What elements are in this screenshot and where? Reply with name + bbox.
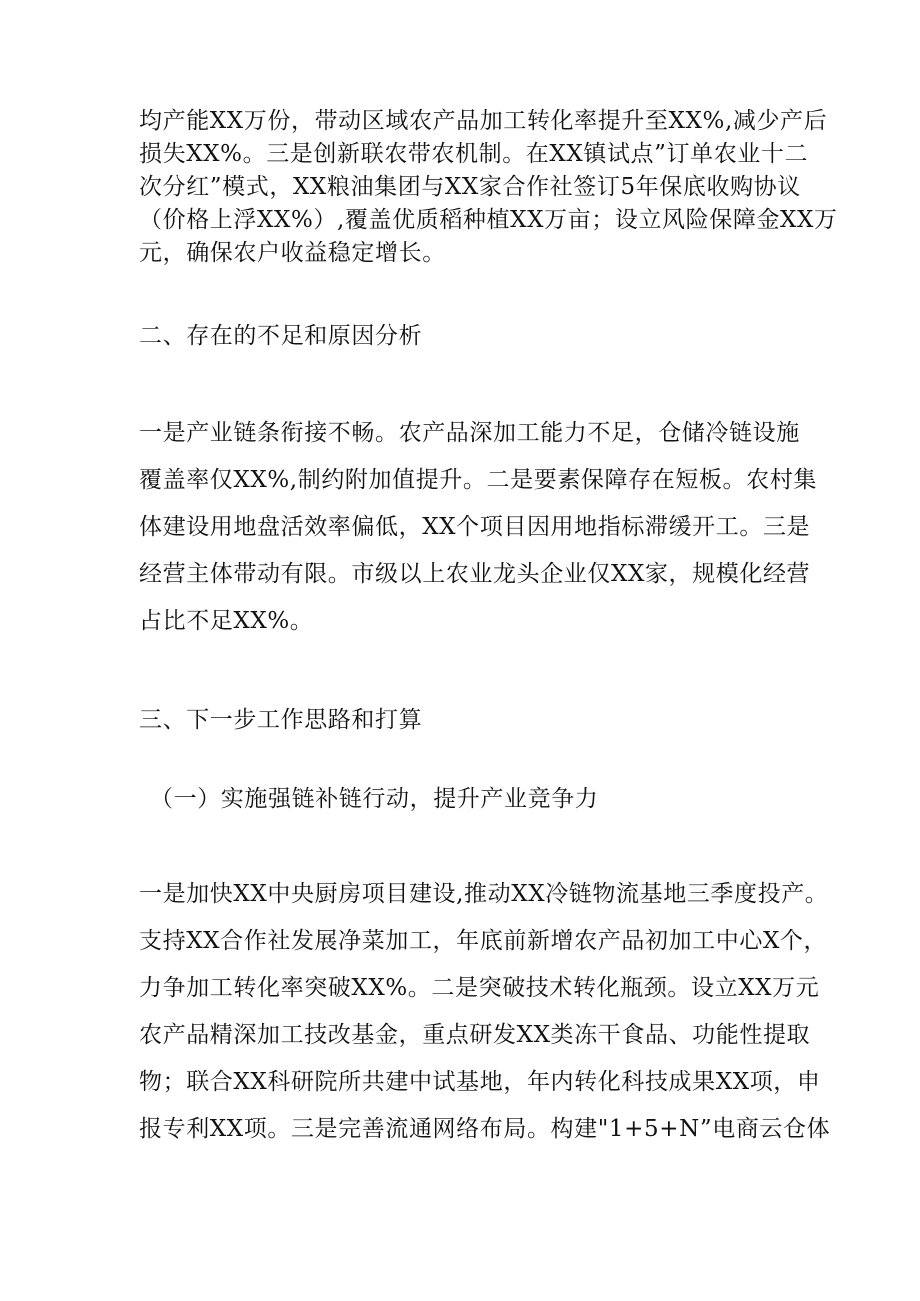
paragraph-line: 经营主体带动有限。市级以上农业龙头企业仅XX家，规模化经营	[139, 561, 811, 587]
paragraph-line: 元，确保农户收益稳定增长。	[139, 240, 446, 266]
paragraph-line: 体建设用地盘活效率偏低，XX个项目因用地指标滞缓开工。三是	[139, 514, 811, 540]
paragraph-line: 支持XX合作社发展净菜加工，年底前新增农产品初加工中心X个，	[139, 928, 828, 954]
section-heading-3: 三、下一步工作思路和打算	[139, 707, 423, 733]
paragraph-line: 损失XX%。三是创新联农带农机制。在XX镇试点”订单农业十二	[139, 141, 809, 167]
paragraph-line: （价格上浮XX%）,覆盖优质稻种植XX万亩；设立风险保障金XX万	[139, 207, 838, 233]
paragraph-line: 次分红”模式，XX粮油集团与XX家合作社签订5年保底收购协议	[139, 174, 801, 200]
paragraph-line: 一是加快XX中央厨房项目建设,推动XX冷链物流基地三季度投产。	[139, 881, 829, 907]
paragraph-line: 农产品精深加工技改基金，重点研发XX类冻干食品、功能性提取	[139, 1022, 811, 1048]
section-heading-2: 二、存在的不足和原因分析	[139, 323, 423, 349]
paragraph-line: 均产能XX万份，带动区域农产品加工转化率提升至XX%,减少产后	[139, 108, 828, 134]
paragraph-line: 报专利XX项。三是完善流通网络布局。构建"1+5+N”电商云仓体	[139, 1116, 831, 1142]
paragraph-line: 物；联合XX科研院所共建中试基地，年内转化科技成果XX项，申	[139, 1069, 821, 1095]
subsection-heading-1: （一）实施强链补链行动，提升产业竞争力	[150, 786, 599, 812]
paragraph-line: 占比不足XX%。	[139, 608, 314, 634]
paragraph-line: 一是产业链条衔接不畅。农产品深加工能力不足，仓储冷链设施	[139, 420, 800, 446]
paragraph-line: 力争加工转化率突破XX%。二是突破技术转化瓶颈。设立XX万元	[139, 975, 820, 1001]
paragraph-line: 覆盖率仅XX%,制约附加值提升。二是要素保障存在短板。农村集	[139, 467, 817, 493]
